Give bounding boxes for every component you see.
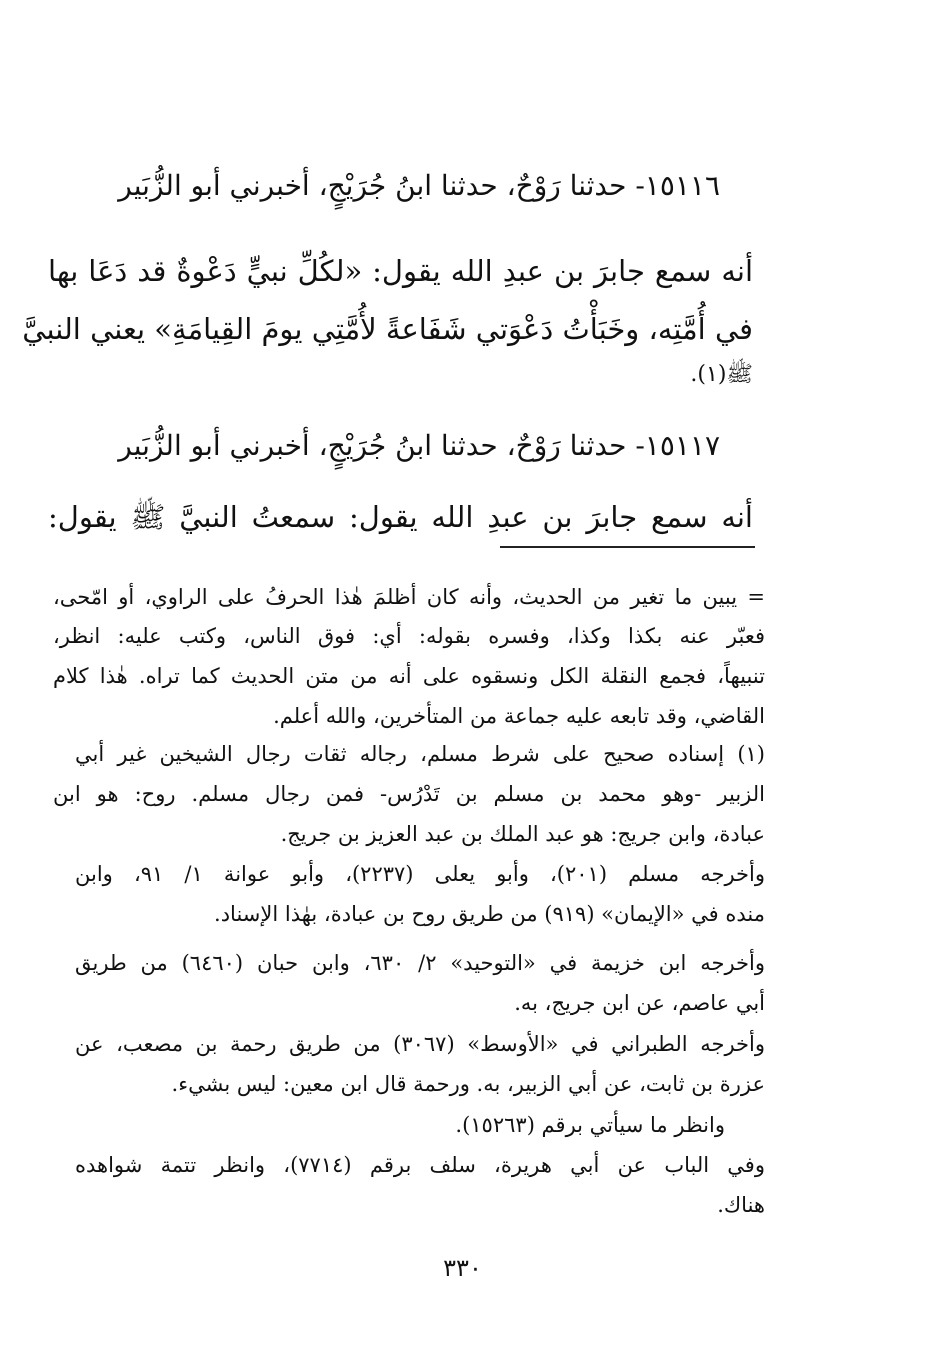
hadith-15117-header: ١٥١١٧- حدثنا رَوْحٌ، حدثنا ابنُ جُرَيْجٍ، أخبرني أبو الزُّبَير xyxy=(118,429,720,462)
hadith-15116-line-3: ﷺ(١). xyxy=(690,362,753,387)
footnote-line: (١) إسناده صحيح على شرط مسلم، رجاله ثقات رجال الشيخين غير أبي xyxy=(75,742,765,766)
footnote-separator xyxy=(500,546,755,548)
footnote-line: القاضي، وقد تابعه عليه جماعة من المتأخرين، والله أعلم. xyxy=(273,704,765,728)
footnote-line: وانظر ما سيأتي برقم (١٥٢٦٣). xyxy=(455,1113,725,1137)
footnote-line: هناك. xyxy=(717,1193,765,1217)
footnote-line: وفي الباب عن أبي هريرة، سلف برقم (٧٧١٤)، وانظر تتمة شواهده xyxy=(75,1153,765,1177)
footnote-line: وأخرجه الطبراني في «الأوسط» (٣٠٦٧) من طريق رحمة بن مصعب، عن xyxy=(75,1032,765,1056)
footnote-line: الزبير -وهو محمد بن مسلم بن تَدْرُس- فمن رجال مسلم. روح: هو ابن xyxy=(53,782,765,806)
hadith-15116-line-2: في أُمَّتِه، وخَبَأْتُ دَعْوَتي شَفَاعةً لأُمَّتِي يومَ القِيامَةِ» يعني النبيَّ xyxy=(22,312,753,346)
footnote-line: أبي عاصم، عن ابن جريج، به. xyxy=(514,991,765,1015)
page-number: ٣٣٠ xyxy=(443,1254,482,1282)
hadith-15116-line-1: أنه سمع جابرَ بن عبدِ الله يقول: «لكُلِّ نبيٍّ دَعْوةٌ قد دَعَا بها xyxy=(48,254,753,288)
footnote-line: وأخرجه ابن خزيمة في «التوحيد» ٢/ ٦٣٠، وابن حبان (٦٤٦٠) من طريق xyxy=(75,951,765,975)
footnote-line: وأخرجه مسلم (٢٠١)، وأبو يعلى (٢٢٣٧)، وأبو عوانة ١/ ٩١، وابن xyxy=(75,862,765,886)
footnote-line: تنبيهاً، فجمع النقلة الكل ونسقوه على أنه من متن الحديث كما تراه. هٰذا كلام xyxy=(53,664,765,688)
footnote-line: منده في «الإيمان» (٩١٩) من طريق روح بن عبادة، بهٰذا الإسناد. xyxy=(214,902,765,926)
footnote-line: عزرة بن ثابت، عن أبي الزبير، به. ورحمة قال ابن معين: ليس بشيء. xyxy=(171,1072,765,1096)
footnote-line: عبادة، وابن جريج: هو عبد الملك بن عبد العزيز بن جريج. xyxy=(280,822,765,846)
footnote-line: فعبّر عنه بكذا وكذا، وفسره بقوله: أي: فوق الناس، وكتب عليه: انظر، xyxy=(53,624,765,648)
footnote-line: = يبين ما تغير من الحديث، وأنه كان أظلمَ هٰذا الحرفُ على الراوي، أو امّحى، xyxy=(53,585,765,609)
hadith-15117-line-1: أنه سمع جابرَ بن عبدِ الله يقول: سمعتُ النبيَّ ﷺ يقول: xyxy=(48,500,753,534)
hadith-15116-header: ١٥١١٦- حدثنا رَوْحٌ، حدثنا ابنُ جُرَيْجٍ، أخبرني أبو الزُّبَير xyxy=(118,169,720,202)
